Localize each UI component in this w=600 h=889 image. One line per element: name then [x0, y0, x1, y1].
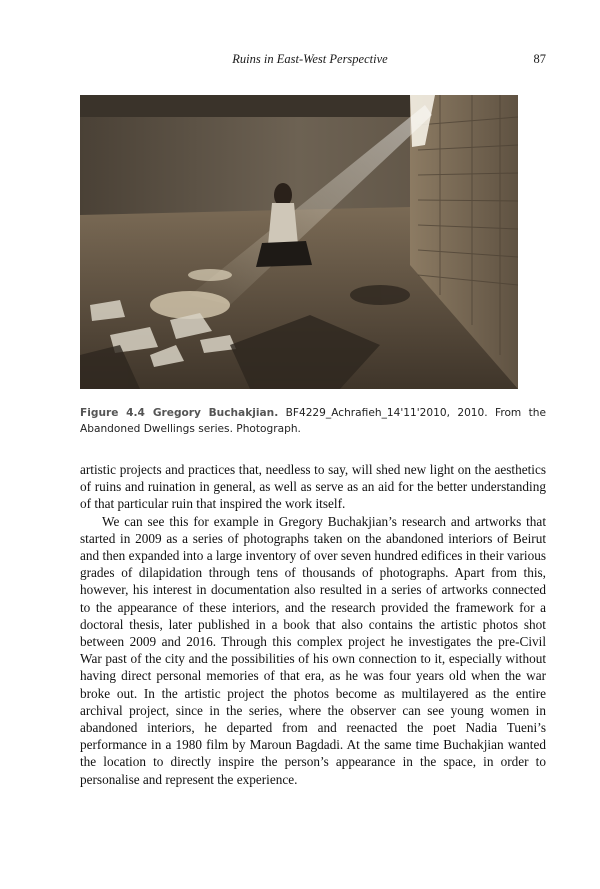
paragraph-2: We can see this for example in Gregory Buchakjian’s research and artworks that started in 2009 as a series of photographs taken on the abandoned interiors of Beirut and then expanded into a large inventory of over seven hundred edifices in their various grades of dilapidation through tens of thousands of photographs. Apart from this, however, his interest in documentation also resulted in a series of artworks connected to the appearance of these interiors, and the research provided the framework for a doctoral thesis, later published in a book that also contains the artistic photos shot between 2009 and 2016. Through this complex project he investigates the pre-Civil War past of the city and the possibilities of his own connection to it, especially without having direct personal memories of that era, as he was four years old when the war broke out. In the artistic project the photos become as multilayered as the entire archival project, since in the series, where the observer can see young women in abandoned interiors, he departed from and reenacted the poet Nadia Tueni’s performance in a 1980 film by Maroun Bagdadi. At the same time Buchakjian wanted the location to directly inspire the person’s appearance in the space, in order to personalise and represent the experience. — [80, 513, 546, 787]
figure-caption-text: BF4229_Achrafieh_14'11'2010, 2010. From the Abandoned Dwellings series. Photograph. — [80, 407, 546, 435]
figure-photograph — [80, 95, 518, 389]
figure-artist: Gregory Buchakjian. — [152, 407, 279, 419]
figure-label: Figure 4.4 — [80, 407, 145, 419]
figure-caption — [80, 405, 546, 437]
body-text — [80, 461, 546, 788]
photograph-illustration — [80, 95, 518, 389]
paragraph-1: artistic projects and practices that, needless to say, will shed new light on the aesthetics of ruins and ruination in general, as well as serve as an aid for the better understanding of that particular ruin that inspired the work itself. — [80, 462, 546, 512]
running-header-title: Ruins in East-West Perspective — [232, 52, 388, 66]
page-number: 87 — [533, 52, 546, 66]
